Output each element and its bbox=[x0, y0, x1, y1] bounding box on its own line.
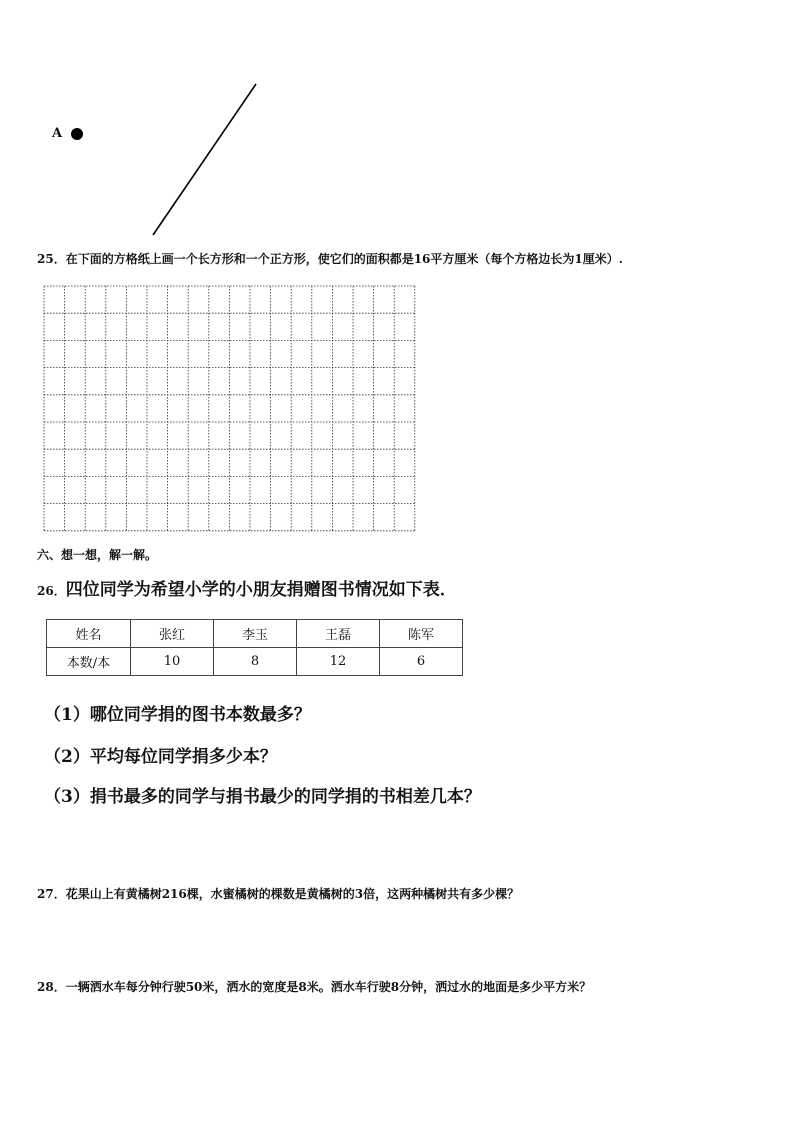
question-26 bbox=[37, 575, 457, 600]
donation-table-wrap bbox=[46, 619, 463, 676]
table-header-cell: 陈军 bbox=[380, 620, 463, 648]
point-line-figure bbox=[0, 0, 300, 245]
question-26-sub-1: （1）哪位同学捐的图书本数最多？ bbox=[44, 705, 311, 725]
question-25 bbox=[37, 250, 623, 267]
question-25-text: 在下面的方格纸上画一个长方形和一个正方形，使它们的面积都是16平方厘米（每个方格边长为1厘米）. bbox=[65, 252, 623, 266]
question-26-number: 26． bbox=[37, 584, 66, 598]
donation-table bbox=[46, 619, 463, 676]
table-header-cell: 王磊 bbox=[297, 620, 380, 648]
grid-paper bbox=[43, 285, 419, 535]
point-a-dot bbox=[71, 128, 83, 140]
table-header-row bbox=[47, 620, 463, 648]
table-cell: 12 bbox=[297, 648, 380, 676]
question-25-number: 25． bbox=[37, 252, 66, 266]
grid-lines bbox=[44, 286, 415, 531]
table-cell: 本数/本 bbox=[47, 648, 131, 676]
table-header-cell: 李玉 bbox=[214, 620, 297, 648]
table-cell: 8 bbox=[214, 648, 297, 676]
line-segment bbox=[153, 84, 256, 235]
question-28-text: 一辆洒水车每分钟行驶50米，洒水的宽度是8米。洒水车行驶8分钟，洒过水的地面是多少平方米？ bbox=[65, 980, 592, 994]
question-27-text: 花果山上有黄橘树216棵，水蜜橘树的棵数是黄橘树的3倍，这两种橘树共有多少棵？ bbox=[65, 887, 520, 901]
question-27-number: 27． bbox=[37, 887, 66, 901]
question-28 bbox=[37, 978, 591, 995]
table-header-cell: 姓名 bbox=[47, 620, 131, 648]
question-26-text: 四位同学为希望小学的小朋友捐赠图书情况如下表． bbox=[65, 580, 457, 600]
table-row bbox=[47, 648, 463, 676]
section-6-heading: 六、想一想，解一解。 bbox=[37, 548, 158, 562]
question-28-number: 28． bbox=[37, 980, 66, 994]
table-header-cell: 张红 bbox=[131, 620, 214, 648]
question-26-sub-2: （2）平均每位同学捐多少本？ bbox=[44, 747, 277, 767]
question-27 bbox=[37, 885, 519, 902]
table-cell: 6 bbox=[380, 648, 463, 676]
question-26-sub-3: （3）捐书最多的同学与捐书最少的同学捐的书相差几本？ bbox=[44, 787, 481, 807]
table-cell: 10 bbox=[131, 648, 214, 676]
point-a-label: A bbox=[52, 126, 63, 141]
